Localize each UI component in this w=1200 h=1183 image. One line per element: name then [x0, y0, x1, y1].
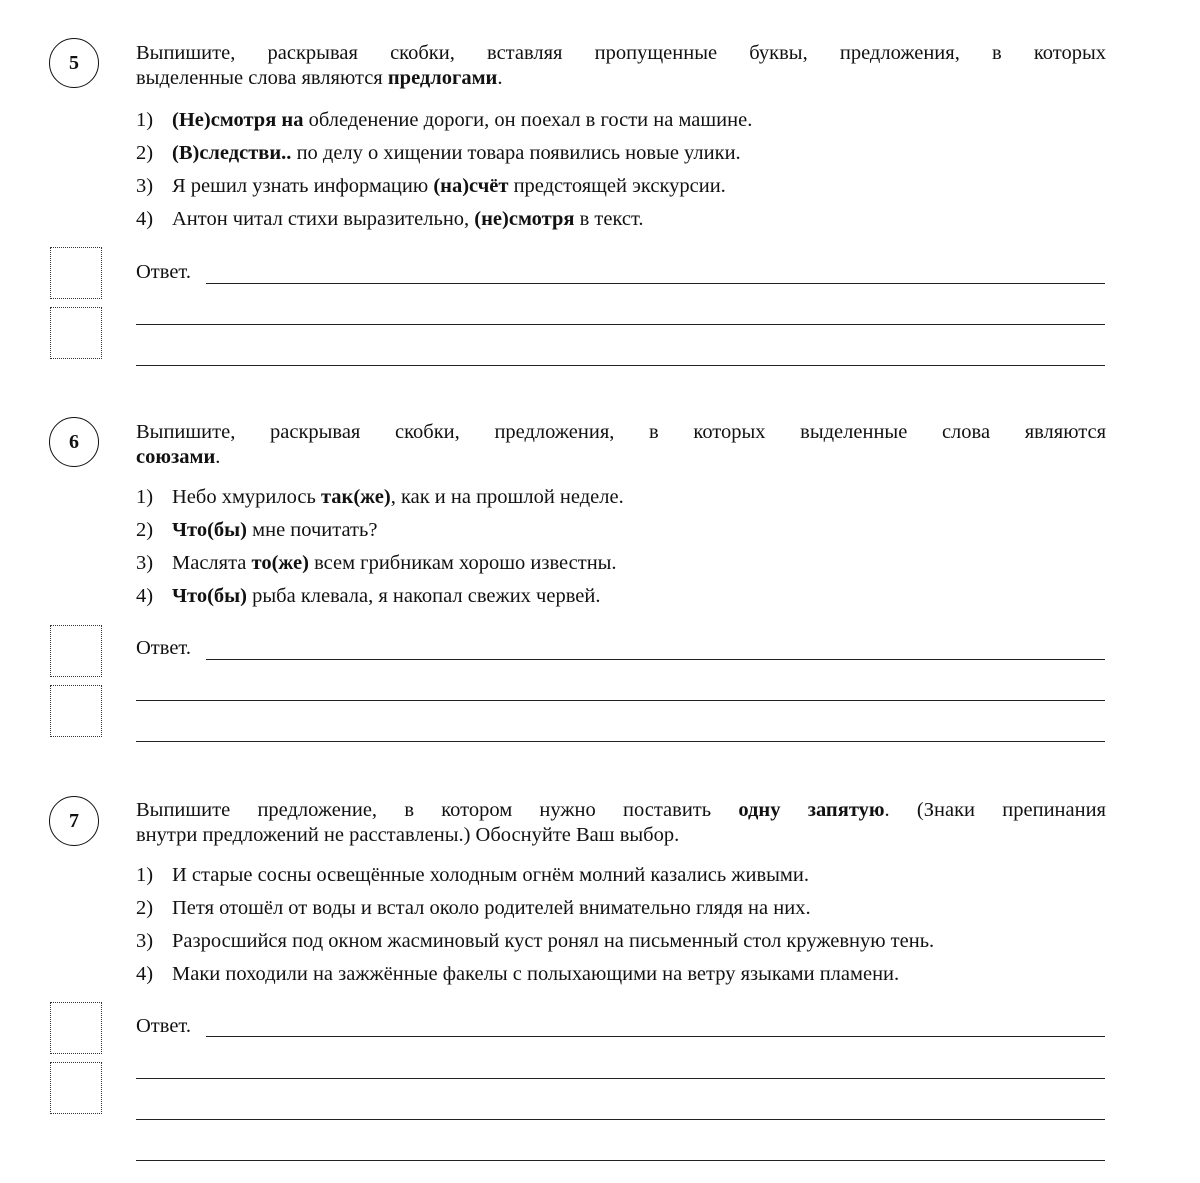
option-item: [136, 928, 1116, 961]
option-text: Небо хмурилось: [172, 486, 321, 508]
answer-label: Ответ.: [136, 1015, 191, 1037]
prompt-text: .: [215, 446, 221, 468]
option-text: предстоящей экскурсии.: [508, 175, 726, 197]
score-box[interactable]: [50, 1062, 102, 1114]
answer-line[interactable]: [136, 324, 1105, 325]
option-text: Маслята: [172, 552, 252, 574]
option-text: рыба клевала, я накопал свежих червей.: [247, 585, 601, 607]
option-item: [136, 895, 1116, 928]
prompt-line-2: внутри предложений не расставлены.) Обоснуйте Ваш выбор.: [136, 824, 680, 846]
option-text: , как и на прошлой неделе.: [390, 486, 624, 508]
option-highlight: (В)следстви..: [172, 142, 292, 164]
option-text: И старые сосны освещённые холодным огнём молний казались живыми.: [172, 864, 809, 886]
score-box[interactable]: [50, 685, 102, 737]
prompt-line-1: [136, 798, 1106, 823]
score-box[interactable]: [50, 625, 102, 677]
option-number: 1): [136, 486, 154, 508]
option-number: 4): [136, 208, 154, 230]
option-number: 2): [136, 142, 154, 164]
option-text: в текст.: [574, 208, 644, 230]
option-item: [136, 517, 1116, 550]
option-text: Антон читал стихи выразительно,: [172, 208, 475, 230]
answer-label: Ответ.: [136, 637, 191, 659]
score-box[interactable]: [50, 247, 102, 299]
option-number: 4): [136, 963, 154, 985]
prompt-line-1: Выпишите, раскрывая скобки, вставляя пропущенные буквы, предложения, в которых: [136, 42, 1106, 64]
options-list: [136, 862, 1116, 994]
option-item: [136, 583, 1116, 616]
prompt-keyword: одну запятую: [738, 799, 885, 821]
prompt-text: .: [497, 67, 503, 89]
option-highlight: (на)счёт: [433, 175, 509, 197]
option-number: 1): [136, 109, 154, 131]
prompt-text: . (Знаки препинания: [884, 799, 1106, 821]
option-item: [136, 173, 1116, 206]
option-number: 3): [136, 552, 154, 574]
option-number: 1): [136, 864, 154, 886]
option-text: по делу о хищении товара появились новые улики.: [291, 142, 741, 164]
option-highlight: (не)смотря: [474, 208, 575, 230]
option-text: мне почитать?: [247, 519, 378, 541]
answer-line[interactable]: [136, 741, 1105, 742]
answer-label: Ответ.: [136, 261, 191, 283]
prompt-keyword: союзами: [136, 446, 216, 468]
task-number-badge: [49, 38, 99, 88]
option-item: [136, 140, 1116, 173]
score-box[interactable]: [50, 1002, 102, 1054]
option-item: [136, 484, 1116, 517]
option-highlight: так(же): [320, 486, 391, 508]
task-number-badge: [49, 417, 99, 467]
answer-line[interactable]: [206, 659, 1105, 660]
option-item: [136, 862, 1116, 895]
option-item: [136, 550, 1116, 583]
task-number: 6: [69, 430, 79, 453]
answer-line[interactable]: [136, 1160, 1105, 1161]
option-text: Маки походили на зажжённые факелы с полыхающими на ветру языками пламени.: [172, 963, 900, 985]
answer-line[interactable]: [206, 283, 1105, 284]
prompt-text: Выпишите предложение, в котором нужно поставить: [136, 799, 739, 821]
options-list: [136, 107, 1116, 239]
options-list: [136, 484, 1116, 616]
option-text: всем грибникам хорошо известны.: [308, 552, 617, 574]
option-number: 4): [136, 585, 154, 607]
option-highlight: Что(бы): [172, 519, 248, 541]
option-text: Разросшийся под окном жасминовый куст ронял на письменный стол кружевную тень.: [172, 930, 935, 952]
option-item: [136, 206, 1116, 239]
option-number: 3): [136, 175, 154, 197]
option-number: 2): [136, 519, 154, 541]
task-prompt: [136, 41, 1106, 91]
task-number-badge: [49, 796, 99, 846]
task-prompt: [136, 420, 1106, 470]
answer-line[interactable]: [136, 700, 1105, 701]
answer-line[interactable]: [136, 1078, 1105, 1079]
prompt-text: выделенные слова являются: [136, 67, 388, 89]
option-text: обледенение дороги, он поехал в гости на машине.: [303, 109, 753, 131]
option-text: Петя отошёл от воды и встал около родителей внимательно глядя на них.: [172, 897, 811, 919]
task-number: 5: [69, 51, 79, 74]
option-highlight: (Не)смотря на: [172, 109, 304, 131]
task-prompt: [136, 798, 1106, 848]
answer-line[interactable]: [136, 1119, 1105, 1120]
option-highlight: Что(бы): [172, 585, 248, 607]
option-highlight: то(же): [251, 552, 309, 574]
prompt-line-2: [136, 446, 220, 468]
prompt-line-2: [136, 67, 503, 89]
answer-line[interactable]: [136, 365, 1105, 366]
option-item: [136, 961, 1116, 994]
prompt-keyword: предлогами: [387, 67, 498, 89]
option-number: 2): [136, 897, 154, 919]
prompt-line-1: Выпишите, раскрывая скобки, предложения, в которых выделенные слова являются: [136, 421, 1106, 443]
task-number: 7: [69, 809, 79, 832]
answer-line[interactable]: [206, 1036, 1105, 1037]
score-box[interactable]: [50, 307, 102, 359]
option-text: Я решил узнать информацию: [172, 175, 434, 197]
option-number: 3): [136, 930, 154, 952]
option-item: [136, 107, 1116, 140]
